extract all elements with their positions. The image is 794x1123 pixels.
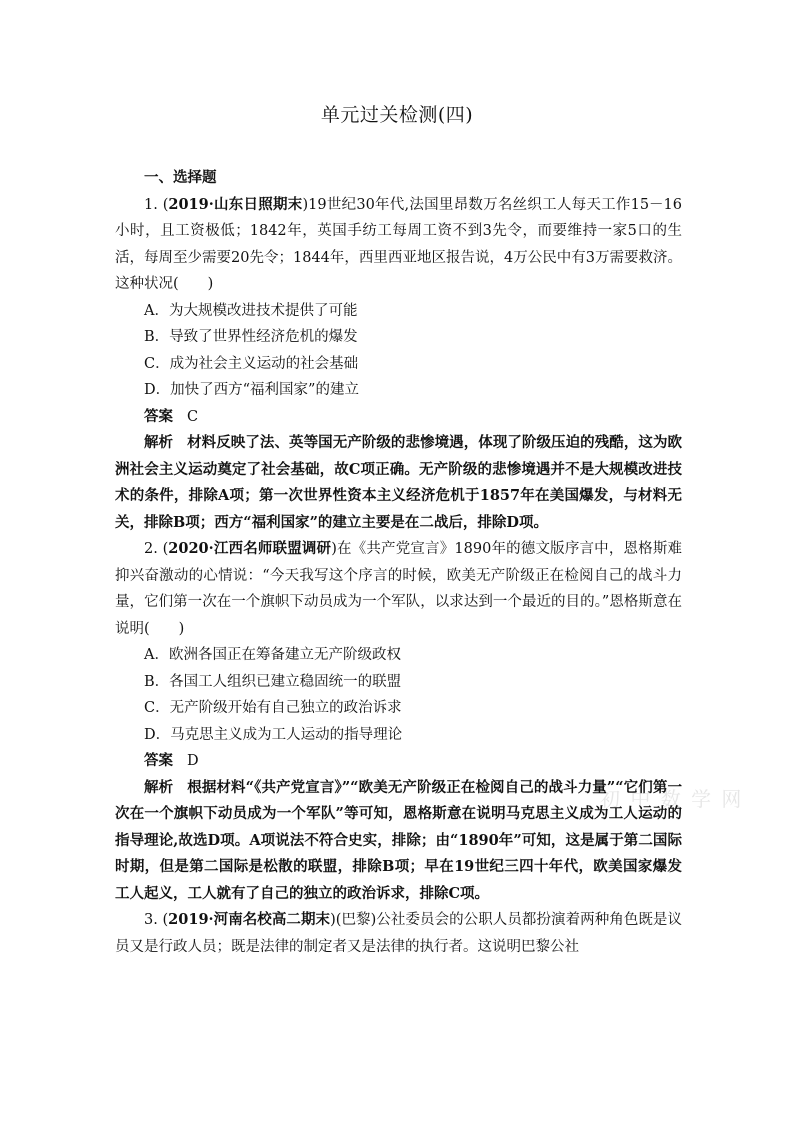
question-number: 2. ( <box>144 541 169 557</box>
answer-line <box>115 404 682 431</box>
question-source: 2020·江西名师联盟调研 <box>168 540 332 557</box>
question-source: 2019·河南名校高二期末 <box>168 911 331 928</box>
option-c: C．无产阶级开始有自己独立的政治诉求 <box>144 700 402 716</box>
question-text: )在《共产党宣言》1890年的德文版序言中，恩格斯难抑兴奋激动的心情说：“今天我写这个序言的时候，欧美无产阶级正在检阅自己的战斗力量，它们第一次在一个旗帜下动员成为一个军队，以求达到一个最近的目的。”恩格斯意在说明( ) <box>115 541 683 637</box>
question-2 <box>115 536 682 907</box>
answer-label: 答案 <box>144 752 173 769</box>
answer-value: D <box>187 753 199 769</box>
question-stem <box>115 192 682 298</box>
option-b: B．导致了世界性经济危机的爆发 <box>144 329 358 345</box>
question-stem <box>115 907 682 960</box>
explanation <box>115 775 682 908</box>
explanation-label: 解析 <box>144 434 174 451</box>
question-text: )19世纪30年代,法国里昂数万名丝织工人每天工作15－16小时，且工资极低；1842年，英国手纺工每周工资不到3先令，而要维持一家5口的生活，每周至少需要20先令；1844年，西里西亚地区报告说，4万公民中有3万需要救济。这种状况( ) <box>115 196 682 292</box>
page-title: 单元过关检测(四) <box>320 104 474 126</box>
explanation-label: 解析 <box>144 778 174 796</box>
question-3 <box>115 907 682 960</box>
document-body <box>115 165 682 960</box>
answer-line <box>115 748 682 775</box>
question-number: 3. ( <box>144 912 169 928</box>
option-c: C．成为社会主义运动的社会基础 <box>144 355 359 372</box>
question-number: 1. ( <box>144 196 169 213</box>
explanation-text: 根据材料“《共产党宣言》”“欧美无产阶级正在检阅自己的战斗力量”“它们第一次在一个旗帜下动员成为一个军队”等可知，恩格斯意在说明马克思主义成为工人运动的指导理论,故选D项。A项说法不符合史实，排除；由“1890年”可知，这是属于第二国际时期，但是第二国际是松散的联盟，排除B项；早在19世纪三四十年代，欧美国家爆发工人起义，工人就有了自己的独立的政治诉求，排除C项。 <box>115 778 683 902</box>
question-source: 2019·山东日照期末 <box>168 195 303 213</box>
answer-label: 答案 <box>144 407 173 425</box>
question-stem <box>115 536 682 642</box>
option-d: D．马克思主义成为工人运动的指导理论 <box>144 726 403 743</box>
option-b: B．各国工人组织已建立稳固统一的联盟 <box>144 673 402 690</box>
answer-value: C <box>187 408 199 425</box>
question-text: )(巴黎)公社委员会的公职人员都扮演着两种角色既是议员又是行政人员；既是法律的制定者又是法律的执行者。这说明巴黎公社 <box>115 912 682 955</box>
question-1 <box>115 192 682 537</box>
option-d: D．加快了西方“福利国家”的建立 <box>144 382 359 398</box>
explanation <box>115 430 682 536</box>
option-a: A．为大规模改进技术提供了可能 <box>144 302 358 319</box>
explanation-text: 材料反映了法、英等国无产阶级的悲惨境遇，体现了阶级压迫的残酷，这为欧洲社会主义运动奠定了社会基础，故C项正确。无产阶级的悲惨境遇并不是大规模改进技术的条件，排除A项；第一次世界性资本主义经济危机于1857年在美国爆发，与材料无关，排除B项；西方“福利国家”的建立主要是在二战后，排除D项。 <box>115 434 683 531</box>
watermark: 初 中 数 学 网 <box>600 787 744 811</box>
section-heading: 一、选择题 <box>144 169 217 186</box>
option-a: A．欧洲各国正在筹备建立无产阶级政权 <box>144 647 401 663</box>
